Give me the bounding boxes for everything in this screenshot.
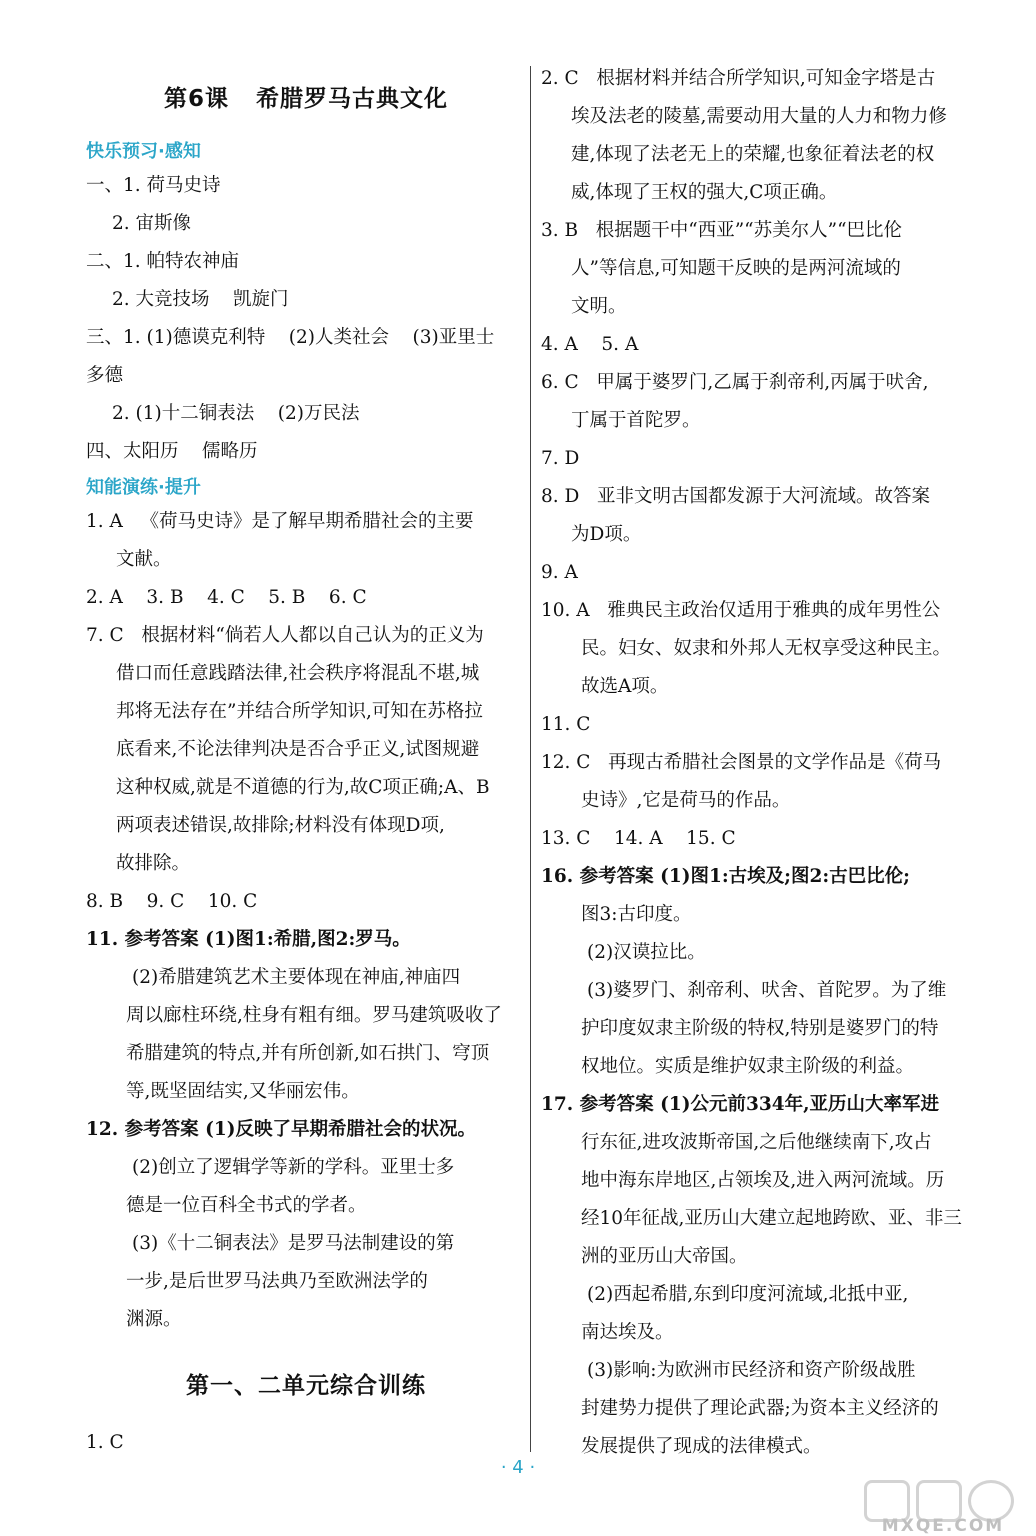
answer-line: 一、1. 荷马史诗	[86, 175, 221, 196]
answer-line: 威,体现了王权的强大,C项正确。	[571, 182, 838, 203]
answer-line: 邦将无法存在”并结合所学知识,可知在苏格拉	[116, 701, 483, 722]
answer-line: 16. 参考答案 (1)图1:古埃及;图2:古巴比伦;	[541, 866, 911, 887]
answer-line: 8. D 亚非文明古国都发源于大河流域。故答案	[541, 486, 931, 507]
answer-line: 二、1. 帕特农神庙	[86, 251, 240, 272]
section-heading-preview: 快乐预习·感知	[86, 141, 201, 162]
answer-line: 11. 参考答案 (1)图1:希腊,图2:罗马。	[86, 929, 411, 950]
answer-line: 文明。	[571, 296, 627, 317]
answer-line: 南达埃及。	[581, 1322, 674, 1343]
answer-line: 1. A 《荷马史诗》是了解早期希腊社会的主要	[86, 511, 474, 532]
answer-line: 埃及法老的陵墓,需要动用大量的人力和物力修	[571, 106, 947, 127]
answer-line: 12. 参考答案 (1)反映了早期希腊社会的状况。	[86, 1119, 476, 1140]
answer-line: 四、太阳历 儒略历	[86, 441, 258, 462]
answer-line: 4. A 5. A	[541, 334, 639, 355]
answer-line: 周以廊柱环绕,柱身有粗有细。罗马建筑吸收了	[126, 1005, 502, 1026]
answer-line: 三、1. (1)德谟克利特 (2)人类社会 (3)亚里士	[86, 327, 495, 348]
answer-line: 7. C 根据材料“倘若人人都以自己认为的正义为	[86, 625, 484, 646]
answer-line: 这种权威,就是不道德的行为,故C项正确;A、B	[116, 777, 490, 798]
column-divider	[530, 66, 531, 1452]
answer-line: 2. 大竞技场 凯旋门	[112, 289, 289, 310]
answer-line: 多德	[86, 365, 124, 386]
right-column	[541, 60, 981, 1466]
watermark-text: MXQE.COM	[881, 1516, 1005, 1536]
answer-line: 借口而任意践踏法律,社会秩序将混乱不堪,城	[116, 663, 480, 684]
answer-line: 民。妇女、奴隶和外邦人无权享受这种民主。	[581, 638, 952, 659]
answer-line: 建,体现了法老无上的荣耀,也象征着法老的权	[571, 144, 935, 165]
answer-line: 2. C 根据材料并结合所学知识,可知金字塔是古	[541, 68, 936, 89]
answer-line: (2)汉谟拉比。	[587, 942, 706, 963]
answer-line: 封建势力提供了理论武器;为资本主义经济的	[581, 1398, 939, 1419]
answer-line: 2. (1)十二铜表法 (2)万民法	[112, 403, 360, 424]
answer-line: 等,既坚固结实,又华丽宏伟。	[126, 1081, 360, 1102]
answer-line: (2)西起希腊,东到印度河流域,北抵中亚,	[587, 1284, 909, 1305]
left-column	[86, 60, 526, 1462]
section-heading-practice: 知能演练·提升	[86, 477, 201, 498]
answer-line: 两项表述错误,故排除;材料没有体现D项,	[116, 815, 445, 836]
answer-line: 为D项。	[571, 524, 642, 545]
answer-line: 权地位。实质是维护奴隶主阶级的利益。	[581, 1056, 915, 1077]
answer-line: 经10年征战,亚历山大建立起地跨欧、亚、非三	[581, 1208, 962, 1229]
answer-line: 发展提供了现成的法律模式。	[581, 1436, 822, 1457]
answer-line: 3. B 根据题干中“西亚”“苏美尔人”“巴比伦	[541, 220, 903, 241]
answer-line: 7. D	[541, 448, 580, 469]
answer-line: 6. C 甲属于婆罗门,乙属于刹帝利,丙属于吠舍,	[541, 372, 929, 393]
answer-line: 12. C 再现古希腊社会图景的文学作品是《荷马	[541, 752, 942, 773]
answer-line: 17. 参考答案 (1)公元前334年,亚历山大率军进	[541, 1094, 940, 1115]
watermark-logo	[850, 1478, 1030, 1536]
answer-line: 13. C 14. A 15. C	[541, 828, 736, 849]
answer-line: 护印度奴隶主阶级的特权,特别是婆罗门的特	[581, 1018, 939, 1039]
answer-line: 德是一位百科全书式的学者。	[126, 1195, 367, 1216]
answer-line: (3)婆罗门、刹帝利、吠舍、首陀罗。为了维	[587, 980, 947, 1001]
answer-line: 行东征,进攻波斯帝国,之后他继续南下,攻占	[581, 1132, 932, 1153]
answer-line: 地中海东岸地区,占领埃及,进入两河流域。历	[581, 1170, 945, 1191]
answer-line: 一步,是后世罗马法典乃至欧洲法学的	[126, 1271, 428, 1292]
answer-line: 希腊建筑的特点,并有所创新,如石拱门、穹顶	[126, 1043, 490, 1064]
answer-line: (3)《十二铜表法》是罗马法制建设的第	[132, 1233, 455, 1254]
page-number: · 4 ·	[500, 1457, 536, 1478]
answer-line: 丁属于首陀罗。	[571, 410, 701, 431]
answer-line: 文献。	[116, 549, 172, 570]
answer-line: 11. C	[541, 714, 591, 735]
answer-line: 史诗》,它是荷马的作品。	[581, 790, 791, 811]
answer-line: 图3:古印度。	[581, 904, 692, 925]
answer-line: 9. A	[541, 562, 578, 583]
answer-line: (2)希腊建筑艺术主要体现在神庙,神庙四	[132, 967, 461, 988]
answer-line: 人”等信息,可知题干反映的是两河流域的	[571, 258, 901, 279]
answer-line: 2. 宙斯像	[112, 213, 192, 234]
answer-line: (2)创立了逻辑学等新的学科。亚里士多	[132, 1157, 455, 1178]
answer-line: 8. B 9. C 10. C	[86, 891, 258, 912]
answer-line: 1. C	[86, 1432, 124, 1453]
answer-line: 故选A项。	[581, 676, 669, 697]
lesson-title: 第6课 希腊罗马古典文化	[163, 86, 449, 112]
answer-line: 故排除。	[116, 853, 191, 874]
answer-line: 渊源。	[126, 1309, 182, 1330]
answer-line: 洲的亚历山大帝国。	[581, 1246, 748, 1267]
answer-line: (3)影响:为欧洲市民经济和资产阶级战胜	[587, 1360, 916, 1381]
answer-line: 底看来,不论法律判决是否合乎正义,试图规避	[116, 739, 480, 760]
answer-line: 2. A 3. B 4. C 5. B 6. C	[86, 587, 367, 608]
unit-review-title: 第一、二单元综合训练	[186, 1373, 426, 1399]
answer-line: 10. A 雅典民主政治仅适用于雅典的成年男性公	[541, 600, 941, 621]
